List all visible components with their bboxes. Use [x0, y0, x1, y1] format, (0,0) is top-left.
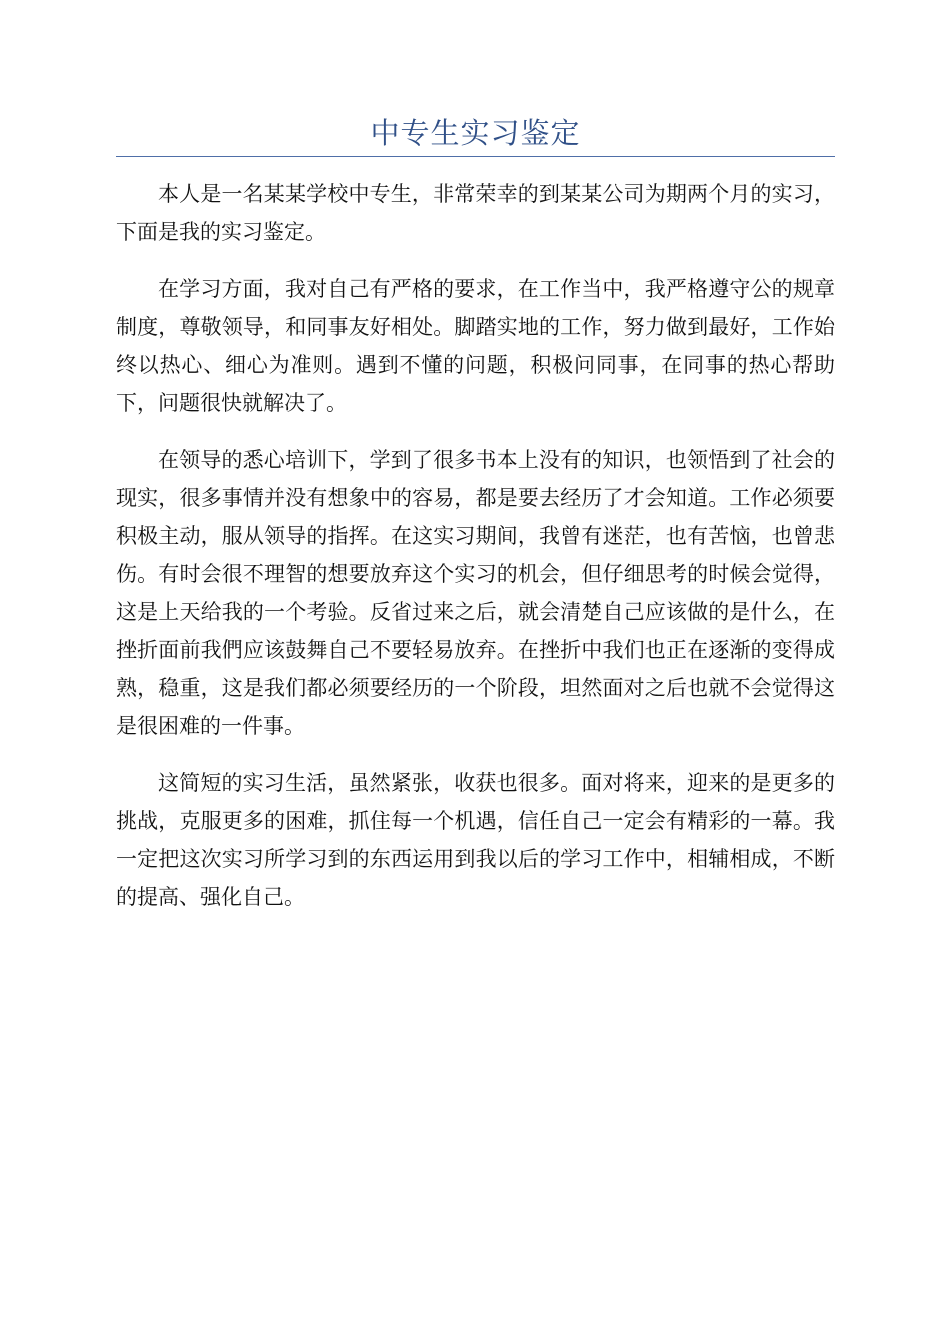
document-body: [116, 175, 835, 935]
paragraph-3: 在领导的悉心培训下，学到了很多书本上没有的知识，也领悟到了社会的现实，很多事情并没有想象中的容易，都是要去经历了才会知道。工作必须要积极主动，服从领导的指挥。在这实习期间，我曾有迷茫，也有苦恼，也曾悲伤。有时会很不理智的想要放弃这个实习的机会，但仔细思考的时候会觉得，这是上天给我的一个考验。反省过来之后，就会清楚自己应该做的是什么，在挫折面前我們应该鼓舞自己不要轻易放弃。在挫折中我们也正在逐渐的变得成熟，稳重，这是我们都必须要经历的一个阶段，坦然面对之后也就不会觉得这是很困难的一件事。: [116, 448, 835, 738]
title-block: [116, 110, 835, 157]
paragraph-1: 本人是一名某某学校中专生，非常荣幸的到某某公司为期两个月的实习，下面是我的实习鉴定。: [116, 182, 835, 244]
paragraph-4: 这简短的实习生活，虽然紧张，收获也很多。面对将来，迎来的是更多的挑战，克服更多的困难，抓住每一个机遇，信任自己一定会有精彩的一幕。我一定把这次实习所学习到的东西运用到我以后的学习工作中，相辅相成，不断的提高、强化自己。: [116, 771, 835, 909]
page-title: 中专生实习鉴定: [370, 116, 581, 150]
paragraph-2: 在学习方面，我对自己有严格的要求，在工作当中，我严格遵守公的规章制度，尊敬领导，和同事友好相处。脚踏实地的工作，努力做到最好，工作始终以热心、细心为准则。遇到不懂的问题，积极问同事，在同事的热心帮助下，问题很快就解决了。: [116, 277, 835, 415]
